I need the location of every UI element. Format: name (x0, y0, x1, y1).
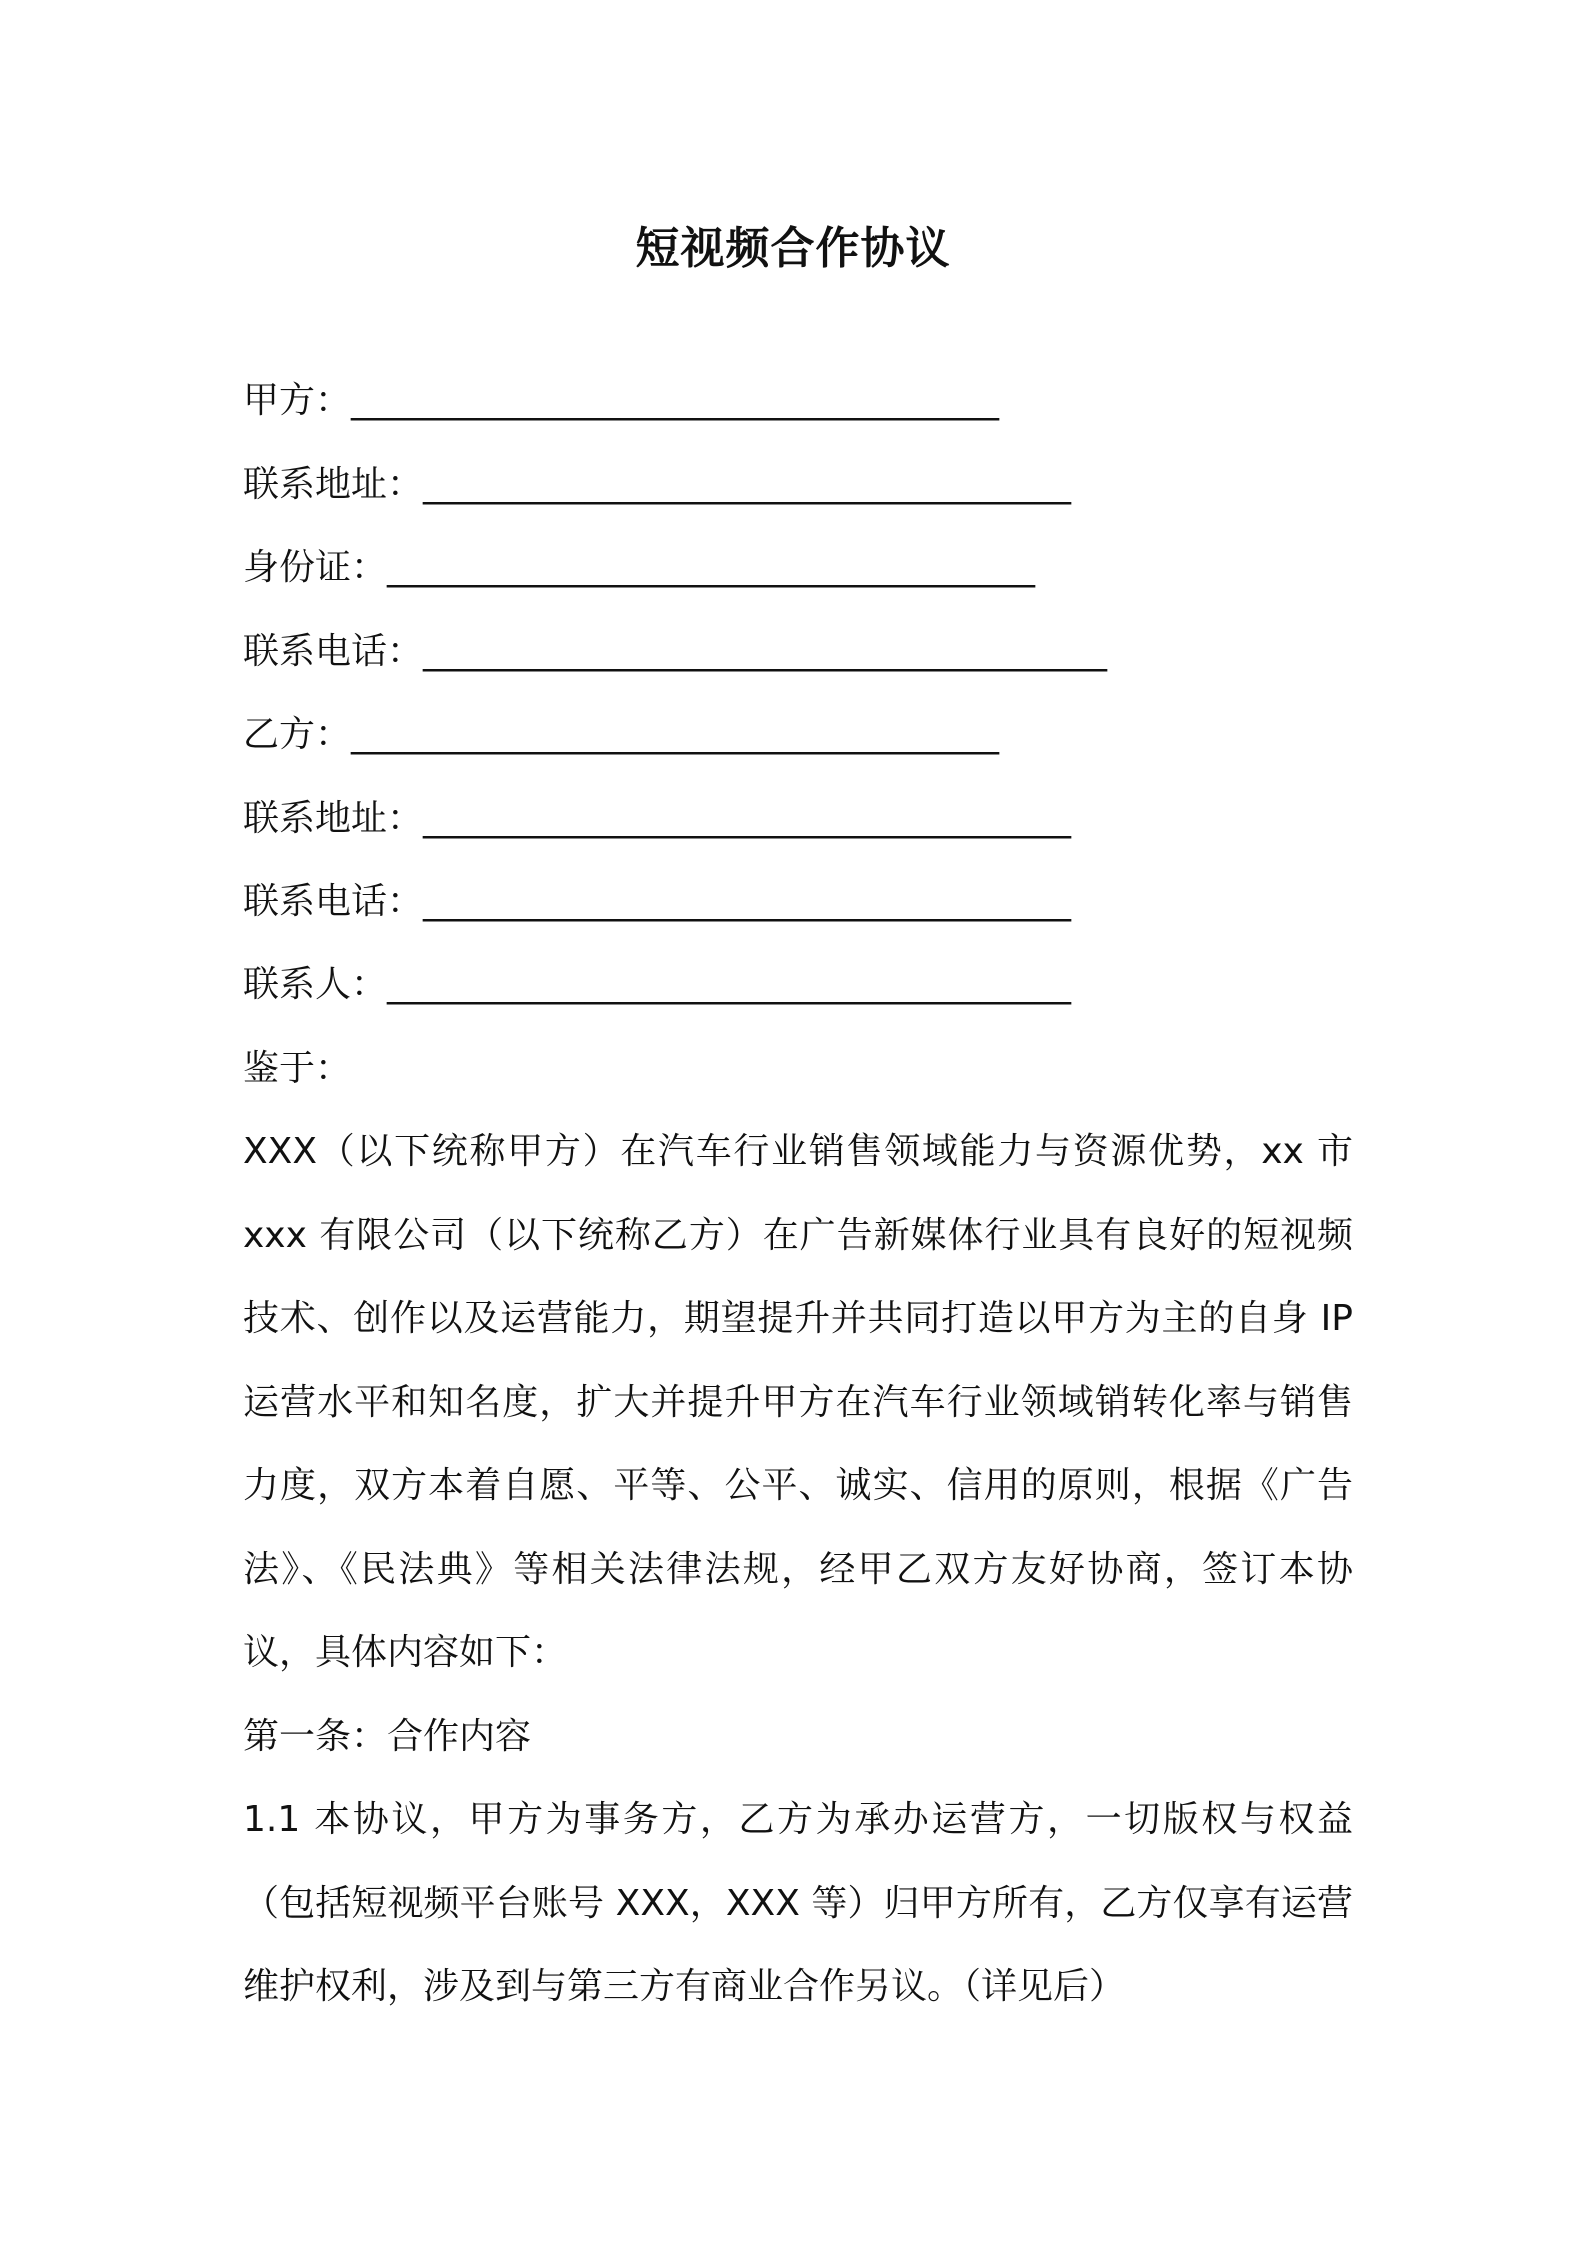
party-b-contact-label: 联系人： (243, 964, 388, 1005)
party-a-blank: ____________________________________ (351, 380, 1000, 421)
party-a-id-field (243, 543, 1035, 593)
party-b-phone-blank: ____________________________________ (423, 881, 1072, 922)
party-b-phone-field (243, 877, 1071, 927)
party-b-address-blank: ____________________________________ (423, 798, 1072, 839)
party-b-blank: ____________________________________ (351, 714, 1000, 755)
party-a-phone-field (243, 627, 1107, 677)
party-b-field (243, 710, 999, 760)
party-a-address-field (243, 460, 1071, 510)
party-a-id-label: 身份证： (243, 547, 388, 588)
whereas-heading: 鉴于： (243, 1048, 352, 1089)
party-a-id-blank: ____________________________________ (387, 547, 1036, 588)
party-b-contact-blank: ______________________________________ (387, 964, 1072, 1005)
intro-paragraph: XXX（以下统称甲方）在汽车行业销售领域能力与资源优势，xx 市 xxx 有限公司（以下统称乙方）在广告新媒体行业具有良好的短视频技术、创作以及运营能力，期望提升并共同打造以甲方为主的自身 IP 运营水平和知名度，扩大并提升甲方在汽车行业领域销转化率与销售力度，双方本着自愿、平等、公平、诚实、信用的原则，根据《广告法》、《民法典》等相关法律法规，经甲乙双方友好协商，签订本协议，具体内容如下： (243, 1131, 1353, 1673)
party-b-contact-field (243, 960, 1071, 1010)
party-a-address-label: 联系地址： (243, 464, 424, 505)
party-a-phone-blank: ______________________________________ (423, 631, 1108, 672)
party-b-label: 乙方： (243, 714, 352, 755)
party-a-label: 甲方： (243, 380, 352, 421)
party-a-phone-label: 联系电话： (243, 631, 424, 672)
party-a-field (243, 376, 999, 426)
document-title: 短视频合作协议 (635, 223, 951, 274)
clause-1-1-paragraph: 1.1 本协议，甲方为事务方，乙方为承办运营方，一切版权与权益（包括短视频平台账号 XXX，XXX 等）归甲方所有，乙方仅享有运营维护权利，涉及到与第三方有商业合作另议。（详见后） (243, 1799, 1353, 2007)
party-a-address-blank: ____________________________________ (423, 464, 1072, 505)
party-b-phone-label: 联系电话： (243, 881, 424, 922)
party-b-address-label: 联系地址： (243, 798, 424, 839)
party-b-address-field (243, 794, 1071, 844)
article-1-heading: 第一条：合作内容 (243, 1716, 532, 1757)
